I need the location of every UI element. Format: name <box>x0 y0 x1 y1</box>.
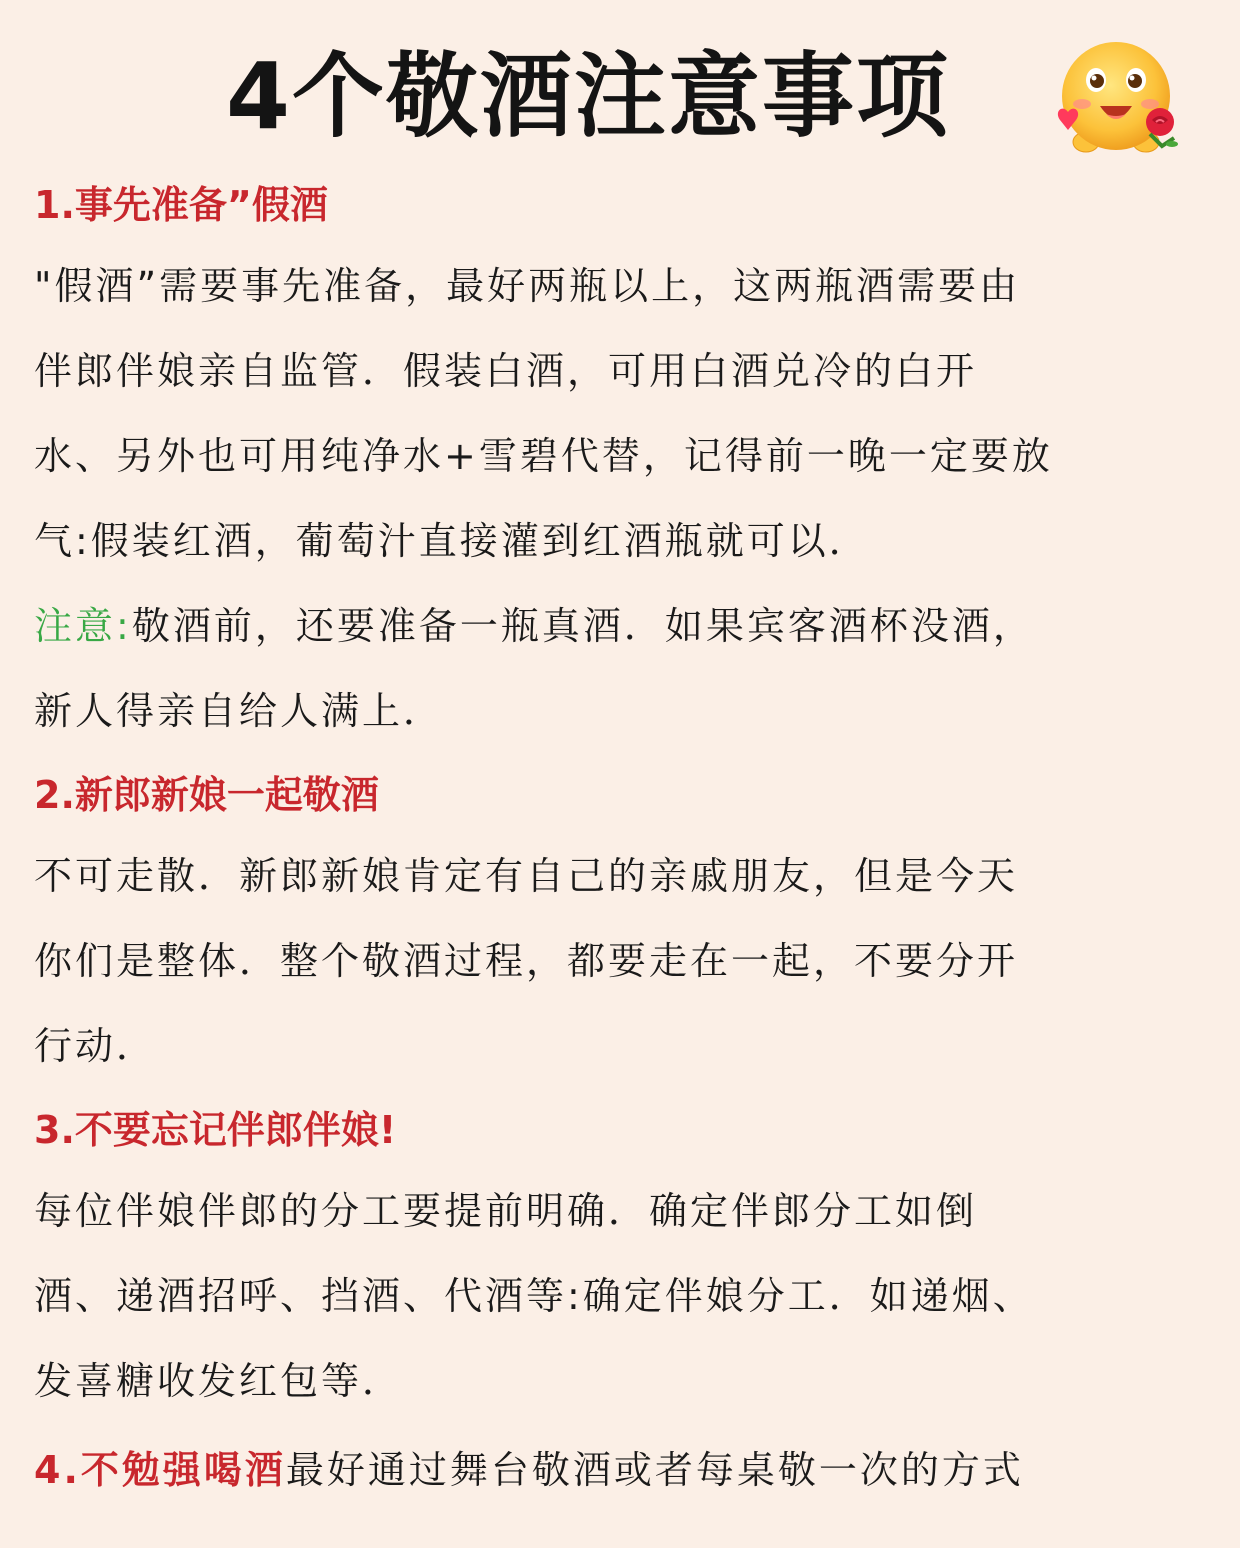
section-1-line-1: "假酒”需要事先准备，最好两瓶以上，这两瓶酒需要由 <box>34 264 1021 308</box>
section-1-line-2: 伴郎伴娘亲自监管．假装白酒，可用白酒兑冷的白开 <box>34 349 978 393</box>
section-1-note-line-1 <box>34 584 1194 669</box>
note-label: 注意: <box>34 604 132 648</box>
section-2-heading: 2.新郎新娘一起敬酒 <box>34 773 379 817</box>
page-title: 4个敬酒注意事项 <box>226 43 951 150</box>
section-2-line-2: 你们是整体．整个敬酒过程，都要走在一起，不要分开 <box>34 939 1019 983</box>
section-1-line-4: 气:假装红酒，葡萄汁直接灌到红酒瓶就可以． <box>34 519 870 563</box>
title-row <box>0 34 1240 174</box>
section-4-text: 最好通过舞台敬酒或者每桌敬一次的方式 <box>285 1448 1024 1492</box>
smiling-face-with-rose-icon <box>1050 34 1180 164</box>
section-3-line-2: 酒、递酒招呼、挡酒、代酒等:确定伴娘分工．如递烟、 <box>34 1274 1034 1318</box>
content <box>34 170 1194 1513</box>
section-4 <box>34 1428 1194 1513</box>
section-2-line-3: 行动． <box>34 1024 158 1068</box>
section-3-body <box>34 1169 1194 1424</box>
section-3-line-1: 每位伴娘伴郎的分工要提前明确．确定伴郎分工如倒 <box>34 1189 978 1233</box>
section-1-line-3: 水、另外也可用纯净水+雪碧代替，记得前一晚一定要放 <box>34 434 1053 478</box>
section-4-heading: 4.不勉强喝酒 <box>34 1448 286 1492</box>
section-1-body <box>34 244 1194 754</box>
note-text-1: 敬酒前，还要准备一瓶真酒．如果宾客酒杯没酒， <box>131 604 1034 648</box>
section-2-body <box>34 834 1194 1089</box>
section-1-note-line-2: 新人得亲自给人满上． <box>34 689 445 733</box>
section-3-line-3: 发喜糖收发红包等． <box>34 1359 404 1403</box>
section-3-heading: 3.不要忘记伴郎伴娘! <box>34 1108 397 1152</box>
section-1-heading: 1.事先准备”假酒 <box>34 183 328 227</box>
section-4-line <box>34 1428 1194 1513</box>
section-2-line-1: 不可走散．新郎新娘肯定有自己的亲戚朋友，但是今天 <box>34 854 1019 898</box>
